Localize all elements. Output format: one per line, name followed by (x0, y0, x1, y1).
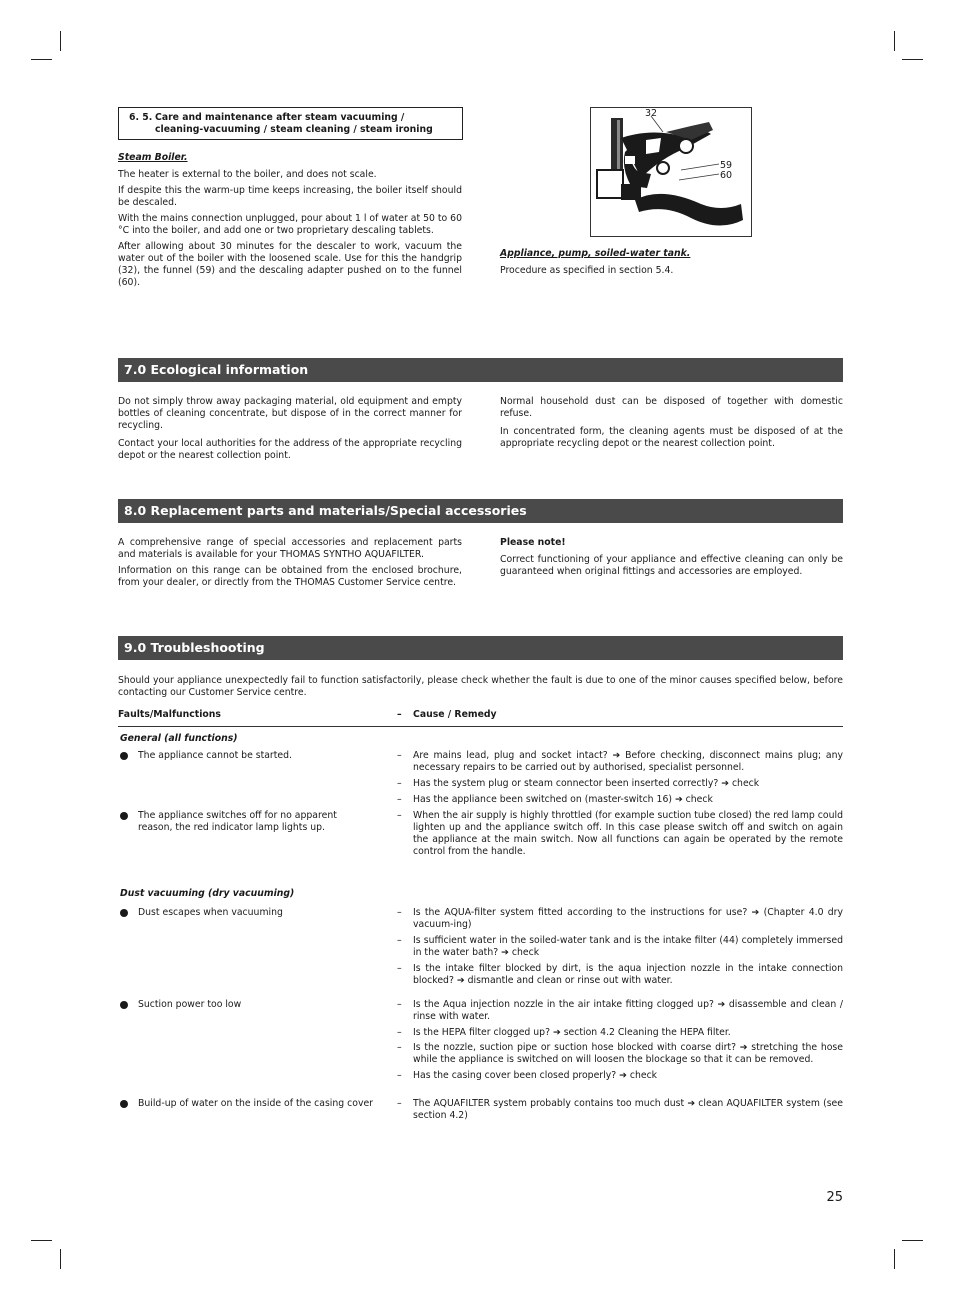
section-8-left (118, 537, 462, 593)
descaling-figure (590, 107, 752, 237)
section-7-left (118, 396, 462, 466)
fault-item: The appliance switches off for no apparent reason, the red indicator lamp lights up. (138, 810, 337, 833)
remedy-item: Is the HEPA filter clogged up? ➔ section 4.2 Cleaning the HEPA filter. (413, 1027, 731, 1038)
dash: – (397, 999, 402, 1010)
paragraph: After allowing about 30 minutes for the descaler to work, vacuum the water out of the boiler with the loosened scale. Use for this the handgrip (32), the funnel (59) and the descaling adapter pushed on to the funnel (60). (118, 241, 462, 288)
paragraph: Information on this range can be obtained from the enclosed brochure, from your dealer, or directly from the THOMAS Customer Service centre. (118, 565, 462, 588)
section-8-right (500, 537, 843, 582)
remedy-item: Has the casing cover been closed properly? ➔ check (413, 1070, 658, 1081)
page-number: 25 (826, 1190, 843, 1205)
paragraph: In concentrated form, the cleaning agents must be disposed of at the appropriate recycling depot or the nearest collection point. (500, 426, 843, 449)
paragraph: Procedure as specified in section 5.4. (500, 265, 674, 276)
fault-item: Suction power too low (138, 999, 242, 1010)
section-7-right (500, 396, 843, 454)
dash: – (397, 794, 402, 805)
crop-mark (902, 1240, 923, 1241)
table-header-rule (118, 726, 843, 727)
paragraph: Contact your local authorities for the address of the appropriate recycling depot or the nearest collection point. (118, 438, 462, 461)
bullet-icon (120, 999, 130, 1009)
dash: – (397, 1027, 402, 1038)
crop-mark (31, 59, 52, 60)
section-7-title: 7.0 Ecological information (118, 358, 843, 382)
section-title-line1: Care and maintenance after steam vacuuming / (155, 112, 405, 123)
paragraph: With the mains connection unplugged, pour about 1 l of water at 50 to 60 °C into the boiler, and add one or two proprietary descaling tablets. (118, 213, 462, 236)
fault-item: Build-up of water on the inside of the casing cover (138, 1098, 373, 1109)
remedy-item: Are mains lead, plug and socket intact? ➔ Before checking, disconnect mains plug; any necessary repairs to be carried out by authorised, specialist personnel. (413, 750, 843, 773)
crop-mark (31, 1240, 52, 1241)
crop-mark (894, 31, 895, 51)
remedy-item: The AQUAFILTER system probably contains too much dust ➔ clean AQUAFILTER system (see section 4.2) (413, 1098, 843, 1121)
crop-mark (60, 1249, 61, 1269)
remedy-item: When the air supply is highly throttled (for example suction tube closed) the red lamp could lighten up and the appliance switch off. In this case please switch off and switch on again the appliance at the main switch. Now all functions can again be operated by the remote control from the handle. (413, 810, 843, 857)
section-number: 6. 5. (129, 112, 153, 123)
subheading-steam-boiler: Steam Boiler. (118, 152, 188, 163)
fault-item: Dust escapes when vacuuming (138, 907, 283, 918)
crop-mark (60, 31, 61, 51)
bullet-icon (120, 750, 130, 760)
remedy-item: Is the nozzle, suction pipe or suction hose blocked with coarse dirt? ➔ stretching the hose while the appliance is switched on will loosen the blockage so that it can be removed. (413, 1042, 843, 1065)
subheading-appliance: Appliance, pump, soiled-water tank. (500, 248, 691, 259)
remedy-item: Is the intake filter blocked by dirt, is the aqua injection nozzle in the intake connection blocked? ➔ dismantle and clean or rinse out with water. (413, 963, 843, 986)
paragraph: Correct functioning of your appliance and effective cleaning can only be guaranteed when original fittings and accessories are employed. (500, 554, 843, 577)
crop-mark (894, 1249, 895, 1269)
figure-label: 60 (720, 170, 733, 181)
troubleshooting-intro: Should your appliance unexpectedly fail to function satisfactorily, please check whether the fault is due to one of the minor causes specified below, before contacting our Customer Service centre. (118, 675, 843, 698)
fault-item: The appliance cannot be started. (138, 750, 292, 761)
dash: – (397, 750, 402, 761)
remedy-item: Has the system plug or steam connector been inserted correctly? ➔ check (413, 778, 760, 789)
remedy-item: Has the appliance been switched on (master-switch 16) ➔ check (413, 794, 713, 805)
group-general: General (all functions) (120, 733, 238, 744)
group-dust-vacuuming: Dust vacuuming (dry vacuuming) (120, 888, 295, 899)
paragraph: Do not simply throw away packaging material, old equipment and empty bottles of cleaning concentrate, but dispose of in the correct manner for recycling. (118, 396, 462, 431)
figure-label: 32 (645, 108, 658, 119)
section-6-5-body (118, 152, 462, 293)
bullet-icon (120, 810, 130, 820)
section-9-title: 9.0 Troubleshooting (118, 636, 843, 660)
section-8-title: 8.0 Replacement parts and materials/Special accessories (118, 499, 843, 523)
dash: – (397, 1070, 402, 1081)
figure-label: 59 (720, 160, 733, 171)
column-header-faults: Faults/Malfunctions (118, 709, 221, 720)
dash: – (397, 810, 402, 821)
column-header-dash: – (397, 709, 402, 720)
dash: – (397, 907, 402, 918)
section-title-line2: cleaning-vacuuming / steam cleaning / steam ironing (155, 124, 433, 135)
remedy-item: Is the AQUA-filter system fitted according to the instructions for use? ➔ (Chapter 4.0 dry vacuum-ing) (413, 907, 843, 930)
bullet-icon (120, 907, 130, 917)
dash: – (397, 778, 402, 789)
section-6-5-right (500, 248, 843, 281)
dash: – (397, 963, 402, 974)
paragraph: If despite this the warm-up time keeps increasing, the boiler itself should be descaled. (118, 185, 462, 208)
dash: – (397, 935, 402, 946)
crop-mark (902, 59, 923, 60)
paragraph: The heater is external to the boiler, and does not scale. (118, 169, 377, 180)
paragraph: A comprehensive range of special accessories and replacement parts and materials is available for your THOMAS SYNTHO AQUAFILTER. (118, 537, 462, 560)
section-6-5-header (118, 107, 463, 140)
paragraph: Normal household dust can be disposed of together with domestic refuse. (500, 396, 843, 419)
remedy-item: Is the Aqua injection nozzle in the air intake fitting clogged up? ➔ disassemble and clean / rinse with water. (413, 999, 843, 1022)
column-header-cause: Cause / Remedy (413, 709, 497, 720)
dash: – (397, 1098, 402, 1109)
dash: – (397, 1042, 402, 1053)
bullet-icon (120, 1098, 130, 1108)
note-title: Please note! (500, 537, 566, 548)
remedy-item: Is sufficient water in the soiled-water tank and is the intake filter (44) completely immersed in the water bath? ➔ check (413, 935, 843, 958)
